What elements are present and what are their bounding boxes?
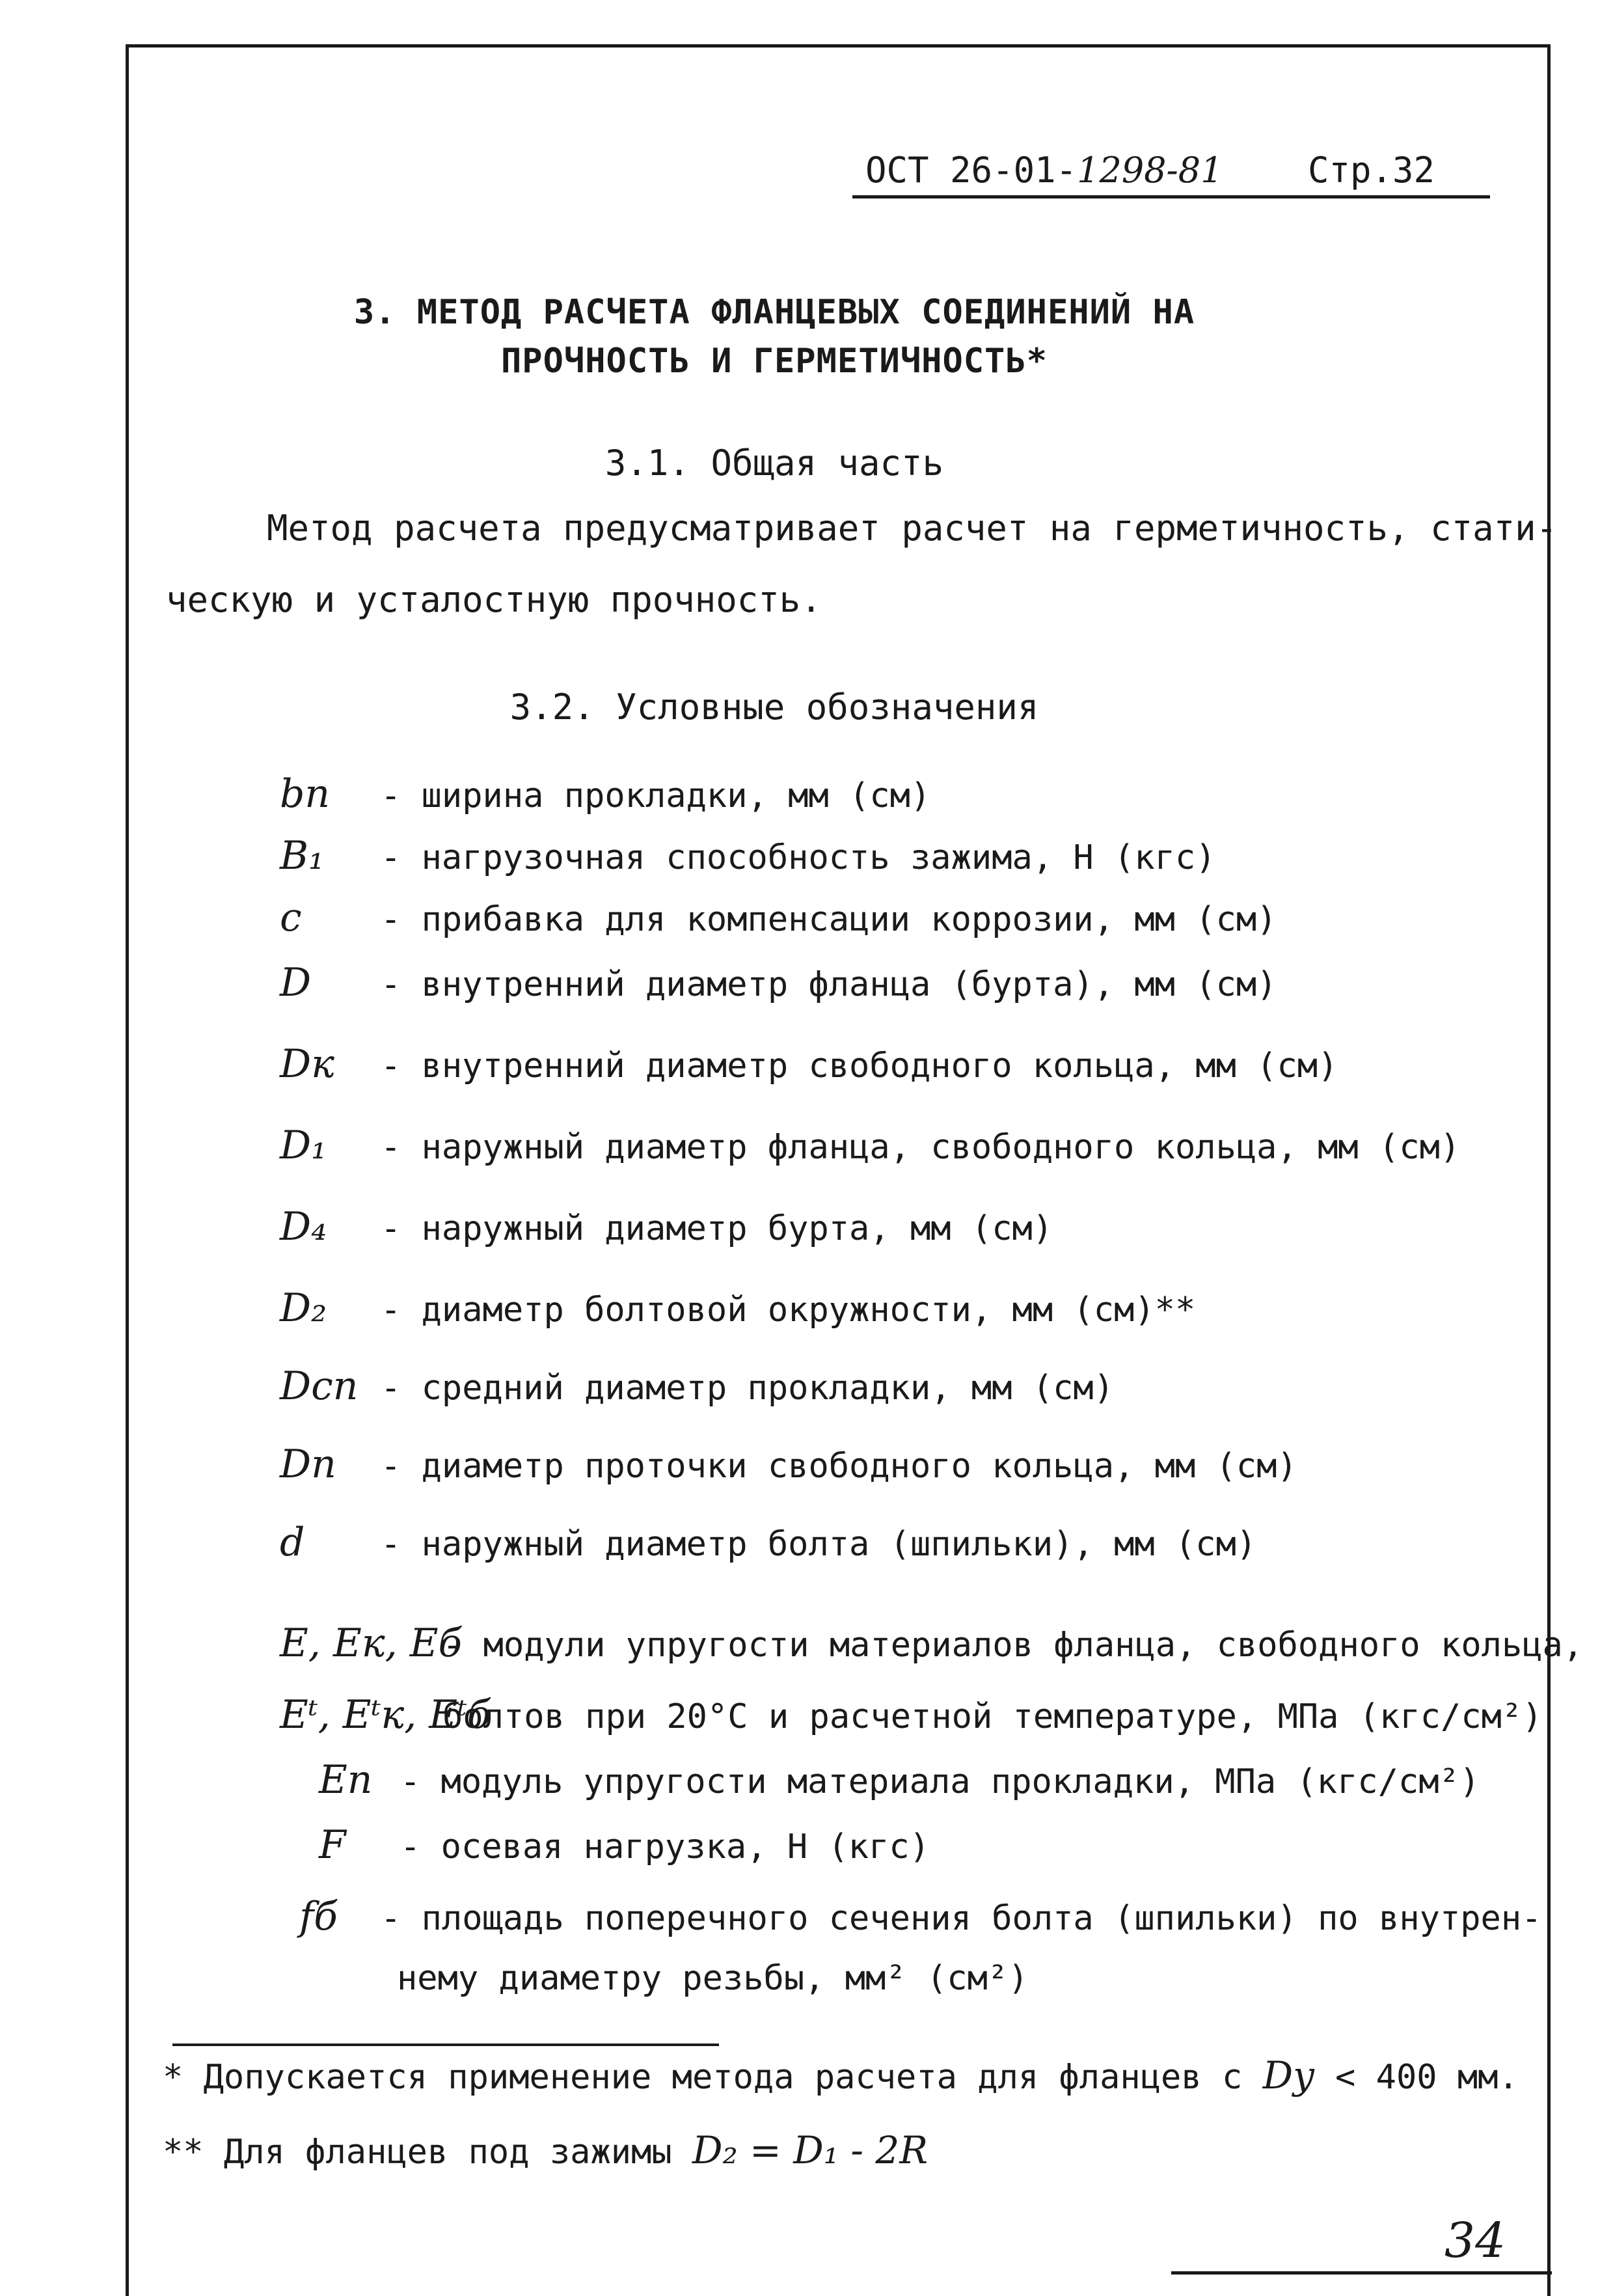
- definition-text: - прибавка для компенсации коррозии, мм (см): [381, 900, 1277, 939]
- definition-symbol: D₄: [280, 1204, 327, 1250]
- definition-symbol: D: [280, 960, 312, 1005]
- paragraph-line2: ческую и усталостную прочность.: [166, 579, 822, 620]
- definition-symbol: D₁: [280, 1123, 327, 1168]
- definition-symbol: bп: [280, 771, 331, 817]
- definition-text: - наружный диаметр болта (шпильки), мм (см): [381, 1525, 1257, 1564]
- definition-symbol: c: [280, 895, 302, 940]
- definition-row: [319, 1822, 930, 1874]
- definition-row: [280, 1442, 1297, 1494]
- footnote-2: ** Для фланцев под зажимы D₂ = D₁ - 2R: [163, 2128, 928, 2172]
- definition-row: [280, 1285, 1195, 1337]
- definition-text: - осевая нагрузка, Н (кгс): [400, 1827, 930, 1866]
- definition-text: - диаметр проточки свободного кольца, мм (см): [381, 1447, 1297, 1486]
- definition-row: [280, 833, 1216, 885]
- definition-symbol: Eп: [319, 1757, 373, 1803]
- definition-row: [280, 895, 1277, 947]
- definition-text: - внутренний диаметр свободного кольца, мм (см): [381, 1046, 1338, 1086]
- definition-symbol: F: [319, 1822, 346, 1868]
- definition-row: [280, 1041, 1338, 1093]
- definition-symbol: d: [280, 1520, 305, 1565]
- definition-text: - внутренний диаметр фланца (бурта), мм (см): [381, 965, 1277, 1004]
- definition-text: - наружный диаметр бурта, мм (см): [381, 1209, 1053, 1248]
- definition-continuation: [397, 1959, 1029, 2011]
- definition-symbol: Eᵗ, Eᵗк, Eᵗб: [280, 1692, 491, 1738]
- definition-text: - средний диаметр прокладки, мм (см): [381, 1369, 1115, 1408]
- definition-symbol: B₁: [280, 833, 325, 879]
- definition-row: [280, 1204, 1053, 1256]
- document-header: [865, 150, 1484, 202]
- document-code: ОСТ 26-01-1298-81: [865, 150, 1223, 191]
- definition-row: [280, 960, 1277, 1012]
- subsection-notations: 3.2. Условные обозначения: [509, 687, 1039, 728]
- definition-symbol: Dсп: [280, 1363, 359, 1409]
- definition-text: - нагрузочная способность зажима, Н (кгс): [381, 838, 1216, 877]
- definition-text: - модуль упругости материала прокладки, МПа (кгс/см²): [400, 1762, 1480, 1801]
- definition-row: [280, 1520, 1256, 1572]
- header-underline: [852, 195, 1490, 198]
- page-number-underline: [1171, 2271, 1552, 2275]
- subsection-general: 3.1. Общая часть: [604, 443, 944, 484]
- section-title-line1: 3. МЕТОД РАСЧЕТА ФЛАНЦЕВЫХ СОЕДИНЕНИЙ НА: [353, 293, 1195, 332]
- definition-text: нему диаметру резьбы, мм² (см²): [397, 1959, 1029, 1998]
- page-label: Стр.32: [1308, 150, 1435, 191]
- handwritten-code: 1298-81: [1077, 150, 1223, 191]
- definition-row: [280, 1123, 1460, 1175]
- definition-text: болтов при 20°С и расчетной температуре, МПа (кгс/см²): [442, 1697, 1543, 1736]
- definition-symbol: D₂: [280, 1285, 327, 1331]
- definition-text: - модули упругости материалов фланца, свободного кольца,: [442, 1626, 1584, 1665]
- definition-row: [280, 1620, 1583, 1673]
- definition-symbol: E, Eк, Eб: [280, 1620, 463, 1666]
- definition-row: [299, 1894, 1541, 1946]
- definition-text: - наружный диаметр фланца, свободного кольца, мм (см): [381, 1128, 1461, 1167]
- definition-text: - площадь поперечного сечения болта (шпильки) по внутрен-: [381, 1899, 1542, 1938]
- definition-row: [280, 1692, 1543, 1744]
- page-number: 34: [1444, 2213, 1506, 2269]
- paragraph-line1: Метод расчета предусматривает расчет на герметичность, стати-: [267, 508, 1558, 549]
- definition-symbol: Dк: [280, 1041, 334, 1087]
- definition-row: [280, 771, 930, 823]
- footnote-1: * Допускается применение метода расчета для фланцев с Dу < 400 мм.: [163, 2053, 1519, 2098]
- footnote-symbol: Dу: [1262, 2053, 1315, 2098]
- definition-symbol: fб: [299, 1894, 338, 1939]
- definition-row: [280, 1363, 1114, 1415]
- definition-text: - диаметр болтовой окружности, мм (см)**: [381, 1291, 1196, 1330]
- footnote-separator: [172, 2043, 719, 2046]
- footnote-formula: D₂ = D₁ - 2R: [692, 2128, 928, 2172]
- definition-text: - ширина прокладки, мм (см): [381, 776, 931, 815]
- section-title-line2: ПРОЧНОСТЬ И ГЕРМЕТИЧНОСТЬ*: [501, 342, 1048, 381]
- definition-symbol: Dп: [280, 1442, 336, 1487]
- definition-row: [319, 1757, 1480, 1809]
